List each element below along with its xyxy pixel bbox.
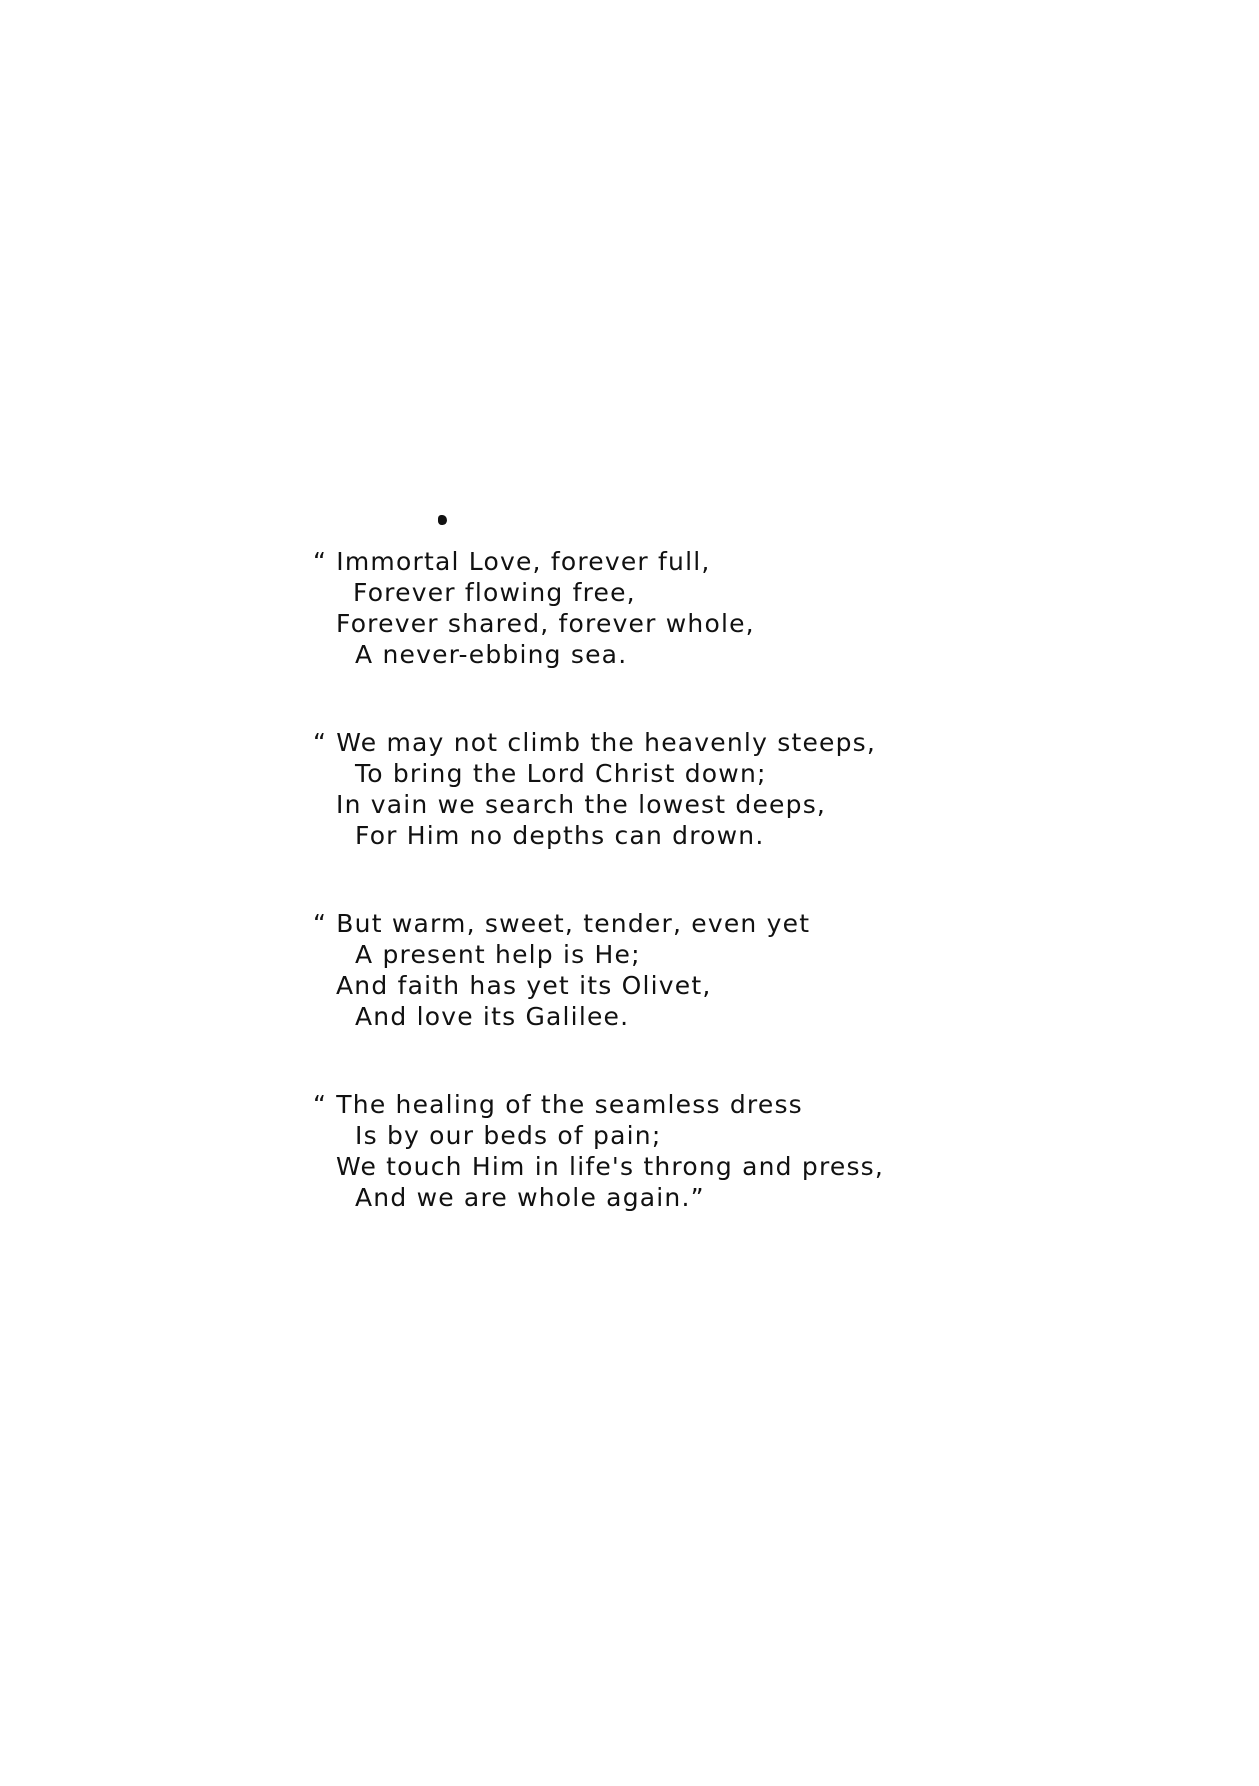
poem-line: “ Immortal Love, forever full,: [313, 547, 711, 576]
poem-line: And we are whole again.”: [355, 1183, 705, 1212]
ink-mark: [438, 515, 447, 525]
stanza-4: [313, 1089, 1113, 1213]
poem-line: Forever flowing free,: [353, 578, 636, 607]
poem-line: For Him no depths can drown.: [355, 821, 765, 850]
poem-line: Forever shared, forever whole,: [336, 609, 755, 638]
poem-line: And faith has yet its Olivet,: [336, 971, 712, 1000]
stanza-2: [313, 727, 1113, 851]
poem-line: Is by our beds of pain;: [355, 1121, 662, 1150]
poem-line: A present help is He;: [355, 940, 641, 969]
poem-line: “ But warm, sweet, tender, even yet: [313, 909, 811, 938]
poem-line: To bring the Lord Christ down;: [355, 759, 767, 788]
poem-line: And love its Galilee.: [355, 1002, 630, 1031]
poem-line: We touch Him in life's throng and press,: [336, 1152, 885, 1181]
poem-line: In vain we search the lowest deeps,: [336, 790, 827, 819]
stanza-3: [313, 908, 1113, 1032]
poem-line: “ We may not climb the heavenly steeps,: [313, 728, 877, 757]
poem-line: A never-ebbing sea.: [355, 640, 628, 669]
poem: [313, 546, 1113, 1270]
stanza-1: [313, 546, 1113, 670]
poem-line: “ The healing of the seamless dress: [313, 1090, 803, 1119]
